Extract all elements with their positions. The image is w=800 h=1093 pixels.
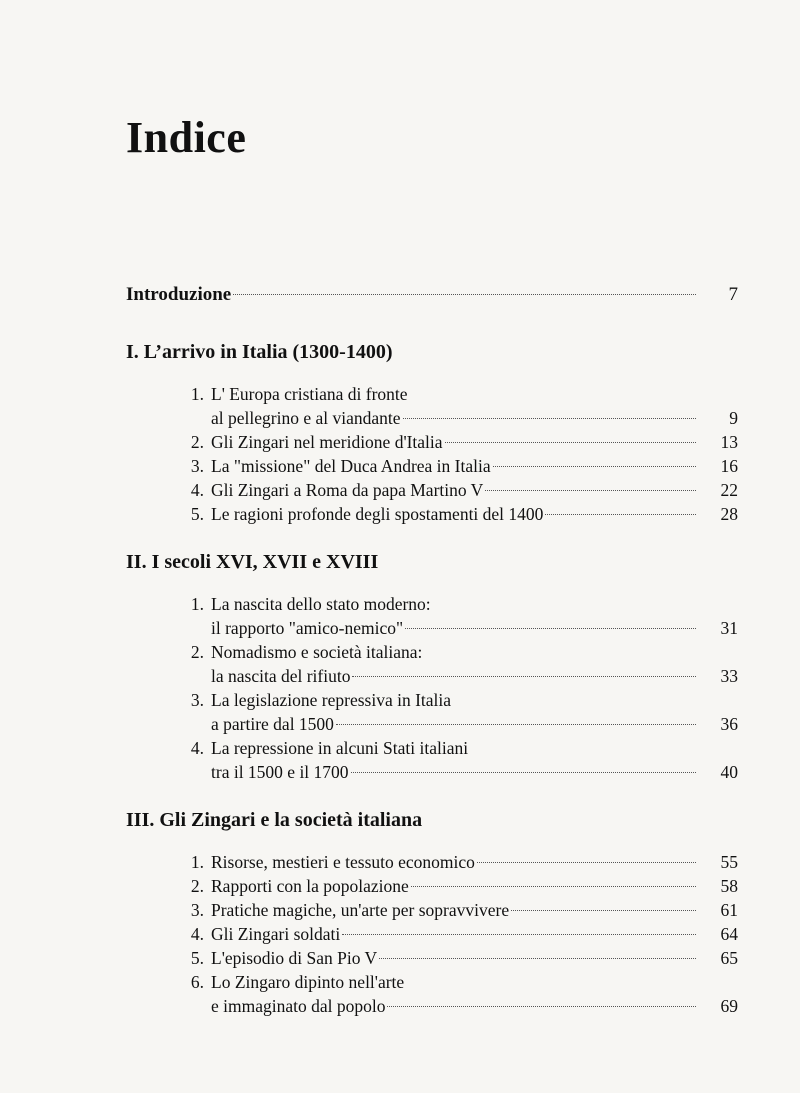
entry-line (211, 736, 738, 760)
entry-line (211, 592, 738, 616)
entry-line (211, 712, 738, 736)
toc-intro-row[interactable] (126, 284, 738, 316)
entry-number: 3. (190, 690, 204, 710)
toc-entry[interactable] (126, 454, 738, 478)
toc-sections (126, 330, 738, 1032)
entry-number: 4. (190, 738, 204, 758)
entry-line (211, 616, 738, 640)
toc-page-number: 9 (729, 408, 738, 428)
entry-line (211, 664, 738, 688)
toc-entry[interactable] (126, 430, 738, 454)
section-heading: I. L’arrivo in Italia (1300-1400) (126, 341, 393, 363)
entry-number: 5. (190, 948, 204, 968)
dot-leader (233, 294, 696, 295)
entry-body (211, 592, 738, 640)
dot-leader (485, 490, 696, 491)
dot-leader (336, 724, 696, 725)
entry-line (211, 502, 738, 526)
entry-body (211, 640, 738, 688)
entry-line (211, 640, 738, 664)
dot-leader (387, 1006, 696, 1007)
entry-number: 6. (190, 972, 204, 992)
entry-title-text: a partire dal 1500 (211, 714, 334, 734)
entry-line (211, 430, 738, 454)
entry-body (211, 946, 738, 970)
entry-line (211, 898, 738, 922)
entry-body (211, 736, 738, 784)
entry-title-text: Pratiche magiche, un'arte per sopravvivere (211, 900, 510, 920)
entry-line (211, 994, 738, 1018)
toc-page-number: 13 (720, 432, 738, 452)
entry-body (211, 898, 738, 922)
toc-page-number: 40 (720, 762, 738, 782)
toc-entry[interactable] (126, 970, 738, 1018)
entry-title-text: tra il 1500 e il 1700 (211, 762, 349, 782)
entry-body (211, 874, 738, 898)
entry-title-text: il rapporto "amico-nemico" (211, 618, 404, 638)
toc-entry[interactable] (126, 946, 738, 970)
entry-number: 1. (190, 384, 204, 404)
entry-line (211, 946, 738, 970)
entry-line (211, 454, 738, 478)
toc-entry[interactable] (126, 736, 738, 784)
entry-title-text: L' Europa cristiana di fronte (211, 384, 408, 404)
toc-page-number: 55 (720, 852, 738, 872)
entry-line (211, 382, 738, 406)
entry-line (211, 850, 738, 874)
entry-body (211, 970, 738, 1018)
toc-page-number: 22 (720, 480, 738, 500)
toc-entry[interactable] (126, 640, 738, 688)
toc-page-number: 64 (720, 924, 738, 944)
entry-body (211, 430, 738, 454)
entry-number: 2. (190, 642, 204, 662)
entry-title-text: e immaginato dal popolo (211, 996, 386, 1016)
toc-page-number: 7 (728, 284, 738, 305)
entry-title-text: Lo Zingaro dipinto nell'arte (211, 972, 405, 992)
dot-leader (352, 676, 696, 677)
table-of-contents (126, 284, 738, 1032)
toc-entry[interactable] (126, 502, 738, 526)
toc-entry[interactable] (126, 688, 738, 736)
toc-entry[interactable] (126, 874, 738, 898)
toc-page-number: 36 (720, 714, 738, 734)
dot-leader (351, 772, 696, 773)
toc-section (126, 798, 738, 1032)
entry-number: 4. (190, 924, 204, 944)
entry-title-text: La "missione" del Duca Andrea in Italia (211, 456, 491, 476)
entry-title-text: Risorse, mestieri e tessuto economico (211, 852, 475, 872)
entry-title-text: La legislazione repressiva in Italia (211, 690, 452, 710)
entry-line (211, 478, 738, 502)
entry-line (211, 970, 738, 994)
entry-title-text: Le ragioni profonde degli spostamenti del 1400 (211, 504, 544, 524)
toc-entry[interactable] (126, 478, 738, 502)
toc-section (126, 540, 738, 798)
entry-number: 5. (190, 504, 204, 524)
entry-line (211, 688, 738, 712)
entry-line (211, 760, 738, 784)
toc-entry[interactable] (126, 592, 738, 640)
entry-title-text: Gli Zingari soldati (211, 924, 341, 944)
entry-body (211, 850, 738, 874)
page-title: Indice (126, 113, 247, 162)
entry-line (211, 874, 738, 898)
entry-title-text: al pellegrino e al viandante (211, 408, 401, 428)
entry-number: 4. (190, 480, 204, 500)
section-heading: II. I secoli XVI, XVII e XVIII (126, 551, 379, 573)
toc-page-number: 33 (720, 666, 738, 686)
entry-title-text: la nascita del rifiuto (211, 666, 351, 686)
dot-leader (511, 910, 696, 911)
toc-page-number: 65 (720, 948, 738, 968)
toc-page-number: 16 (720, 456, 738, 476)
toc-page-number: 61 (720, 900, 738, 920)
dot-leader (477, 862, 696, 863)
toc-intro-label: Introduzione (126, 284, 232, 305)
toc-page-number: 31 (720, 618, 738, 638)
entry-title-text: Gli Zingari a Roma da papa Martino V (211, 480, 484, 500)
toc-entry[interactable] (126, 382, 738, 430)
entry-body (211, 688, 738, 736)
entry-body (211, 478, 738, 502)
dot-leader (545, 514, 696, 515)
entry-title-text: Gli Zingari nel meridione d'Italia (211, 432, 443, 452)
entry-number: 3. (190, 900, 204, 920)
dot-leader (445, 442, 696, 443)
dot-leader (493, 466, 696, 467)
entry-number: 1. (190, 852, 204, 872)
entry-number: 2. (190, 432, 204, 452)
section-heading: III. Gli Zingari e la società italiana (126, 809, 423, 831)
toc-entry[interactable] (126, 850, 738, 874)
toc-page-number: 58 (720, 876, 738, 896)
entry-line (211, 406, 738, 430)
entry-title-text: Rapporti con la popolazione (211, 876, 409, 896)
toc-entry[interactable] (126, 922, 738, 946)
toc-entry[interactable] (126, 898, 738, 922)
dot-leader (405, 628, 696, 629)
entry-title-text: La repressione in alcuni Stati italiani (211, 738, 469, 758)
entry-line (211, 922, 738, 946)
entry-title-text: La nascita dello stato moderno: (211, 594, 431, 614)
entry-body (211, 502, 738, 526)
entry-title-text: Nomadismo e società italiana: (211, 642, 423, 662)
entry-number: 1. (190, 594, 204, 614)
toc-page-number: 69 (720, 996, 738, 1016)
dot-leader (342, 934, 696, 935)
toc-page-number: 28 (720, 504, 738, 524)
entry-body (211, 454, 738, 478)
entry-number: 2. (190, 876, 204, 896)
toc-section (126, 330, 738, 540)
entry-body (211, 382, 738, 430)
dot-leader (403, 418, 696, 419)
dot-leader (411, 886, 696, 887)
entry-number: 3. (190, 456, 204, 476)
entry-body (211, 922, 738, 946)
entry-title-text: L'episodio di San Pio V (211, 948, 378, 968)
dot-leader (379, 958, 696, 959)
